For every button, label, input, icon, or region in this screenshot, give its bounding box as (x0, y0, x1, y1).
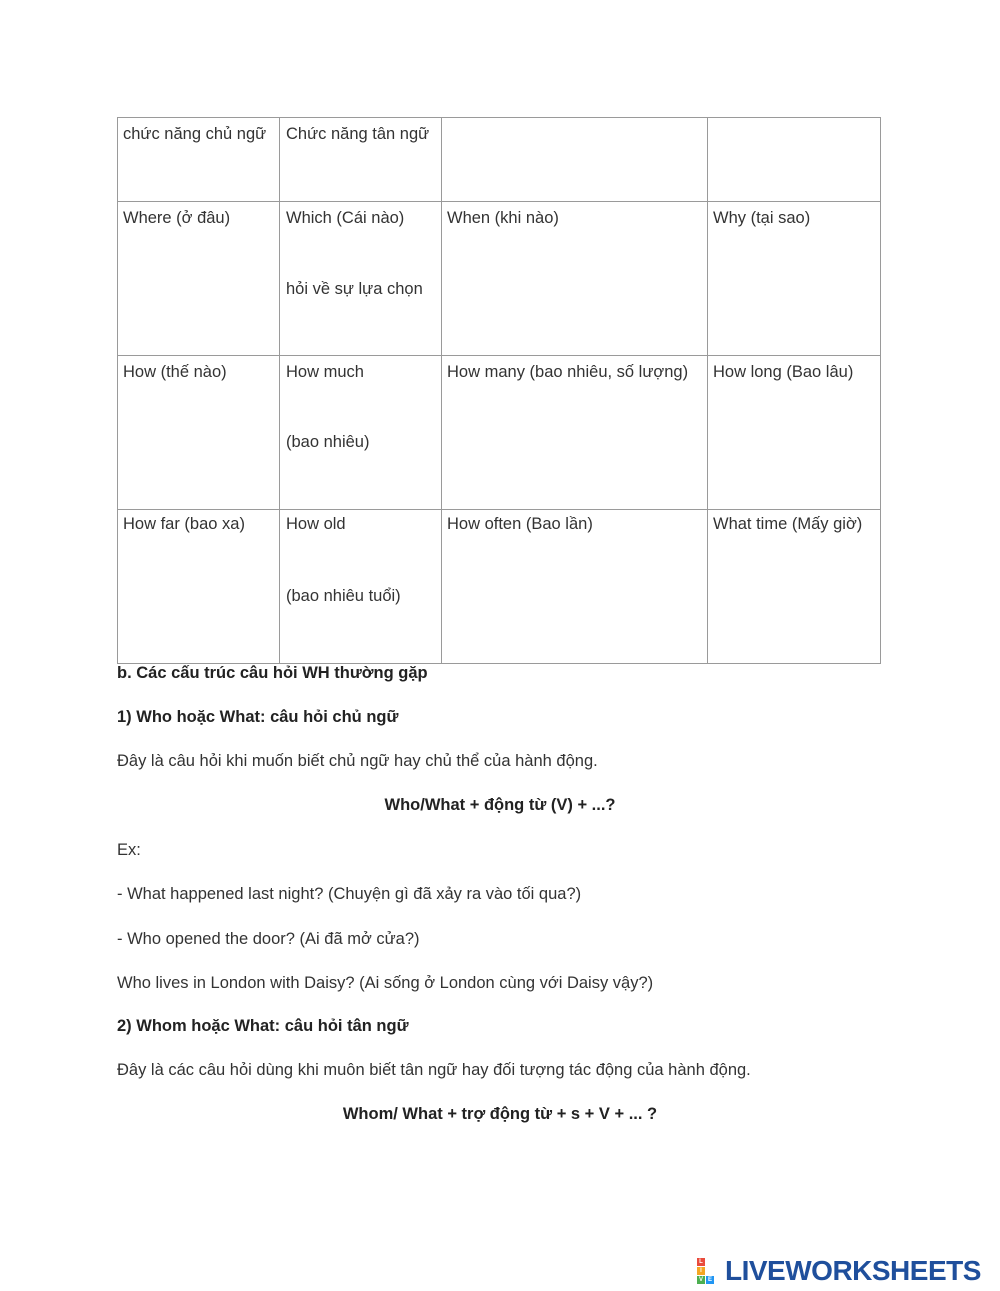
logo-blocks-icon: L I V E (698, 1259, 712, 1283)
paragraph: Đây là các câu hỏi dùng khi muôn biết tân ngữ hay đối tượng tác động của hành động. (117, 1061, 751, 1079)
table-cell: chức năng chủ ngữ (123, 125, 267, 143)
table-cell: When (khi nào) (447, 209, 559, 227)
table-divider (279, 117, 280, 664)
table-cell: How old (286, 515, 346, 533)
section-heading: b. Các cấu trúc câu hỏi WH thường gặp (117, 664, 428, 682)
table-divider (117, 509, 881, 510)
table-cell-subline: (bao nhiêu) (286, 433, 370, 451)
paragraph: Đây là câu hỏi khi muốn biết chủ ngữ hay chủ thể của hành động. (117, 752, 598, 770)
table-cell: Why (tại sao) (713, 209, 811, 227)
liveworksheets-logo (697, 1257, 981, 1285)
table-border (117, 117, 881, 118)
table-divider (117, 355, 881, 356)
table-cell-subline: hỏi về sự lựa chọn (286, 280, 423, 298)
table-cell: Chức năng tân ngữ (286, 125, 430, 143)
table-divider (707, 117, 708, 664)
table-cell: Which (Cái nào) (286, 209, 405, 227)
subheading-subject-question: 1) Who hoặc What: câu hỏi chủ ngữ (117, 708, 399, 726)
table-cell: How often (Bao lần) (447, 515, 593, 533)
question-words-table (117, 117, 881, 664)
table-cell: How many (bao nhiêu, số lượng) (447, 363, 689, 381)
example-label: Ex: (117, 841, 141, 859)
subheading-object-question: 2) Whom hoặc What: câu hỏi tân ngữ (117, 1017, 409, 1035)
table-divider (441, 117, 442, 664)
table-border (880, 117, 881, 664)
table-cell: How long (Bao lâu) (713, 363, 854, 381)
table-cell: How much (286, 363, 364, 381)
table-border (117, 117, 118, 664)
example-item: Who lives in London with Daisy? (Ai sống ở London cùng với Daisy vậy?) (117, 974, 654, 992)
example-item: - What happened last night? (Chuyện gì đã xảy ra vào tối qua?) (117, 885, 582, 903)
table-cell: How (thế nào) (123, 363, 227, 381)
logo-text: LIVEWORKSHEETS (725, 1255, 981, 1286)
table-cell: Where (ở đâu) (123, 209, 231, 227)
formula: Whom/ What + trợ động từ + s + V + ... ? (342, 1105, 658, 1123)
table-cell-subline: (bao nhiêu tuổi) (286, 587, 401, 605)
example-item: - Who opened the door? (Ai đã mở cửa?) (117, 930, 420, 948)
formula: Who/What + động từ (V) + ...? (384, 796, 616, 814)
table-divider (117, 201, 881, 202)
table-cell: How far (bao xa) (123, 515, 245, 533)
table-cell: What time (Mấy giờ) (713, 515, 863, 533)
